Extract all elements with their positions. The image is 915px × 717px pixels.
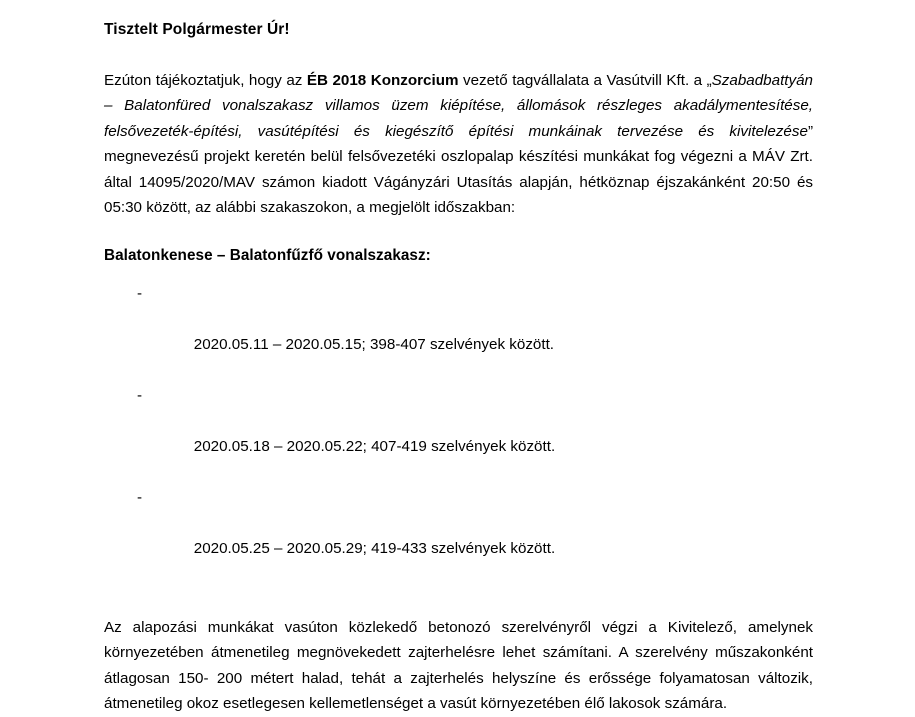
spacer-list-paragraph2 (104, 587, 813, 615)
list-item (104, 485, 813, 587)
list-item-label: 2020.05.18 – 2020.05.22; 407-419 szelvények között. (193, 437, 556, 455)
section-heading-line-section: Balatonkenese – Balatonfűzfő vonalszakasz: (104, 246, 431, 264)
list-item-label: 2020.05.11 – 2020.05.15; 398-407 szelvények között. (193, 335, 555, 353)
list-item (104, 383, 813, 485)
page-title: Tisztelt Polgármester Úr! (104, 21, 290, 38)
consortium-name: ÉB 2018 Konzorcium (306, 71, 459, 89)
spacer-title-paragraph1 (104, 38, 813, 68)
project-name: Szabadbattyán – Balatonfüred vonalszakasz villamos üzem kiépítése, állomások részleges akadálymentesítése, felsővezeték-építési, vasútépítési és kiegészítő építési munkáinak tervezése és kivitelezése (104, 71, 814, 140)
spacer-paragraph1-heading (104, 221, 813, 248)
list-item-label: 2020.05.25 – 2020.05.29; 419-433 szelvények között. (193, 539, 556, 557)
paragraph-text-tail: megnevezésű projekt keretén belül felsővezetéki oszlopalap készítési munkákat fog végezni a MÁV Zrt. által 14095/2020/MAV számon kiadott Vágányzári Utasítás alapján, hétköznap éjszakánként 20:50 és 05:30 között, az alábbi szakaszokon, a megjelölt időszakban: (104, 148, 813, 216)
list-marker-dash: - (137, 284, 143, 302)
list-marker-dash: - (137, 386, 143, 404)
paragraph-notification (104, 68, 813, 221)
schedule-list (104, 281, 813, 587)
spacer-heading-list (104, 263, 813, 281)
quote-open-mark: „ (706, 71, 712, 89)
paragraph-noise-info: Az alapozási munkákat vasúton közlekedő betonozó szerelvényről végzi a Kivitelező, amelynek környezetében átmenetileg megnövekedett zajterhelésre lehet számítani. A szerelvény műszakonként átlagosan 150- 200 métert halad, tehát a zajterhelés helyszíne és erőssége folyamatosan változik, átmenetileg okoz esetlegesen kellemetlenséget a vasút környezetében élő lakosok számára. (104, 618, 813, 713)
list-item (104, 281, 813, 383)
quote-close-mark: ” (807, 122, 813, 140)
paragraph-text-lead: Ezúton tájékoztatjuk, hogy az (104, 71, 307, 89)
document-body (104, 22, 813, 717)
paragraph-text-company: vezető tagvállalata a Vasútvill Kft. a (458, 71, 707, 89)
list-marker-dash: - (137, 488, 143, 506)
